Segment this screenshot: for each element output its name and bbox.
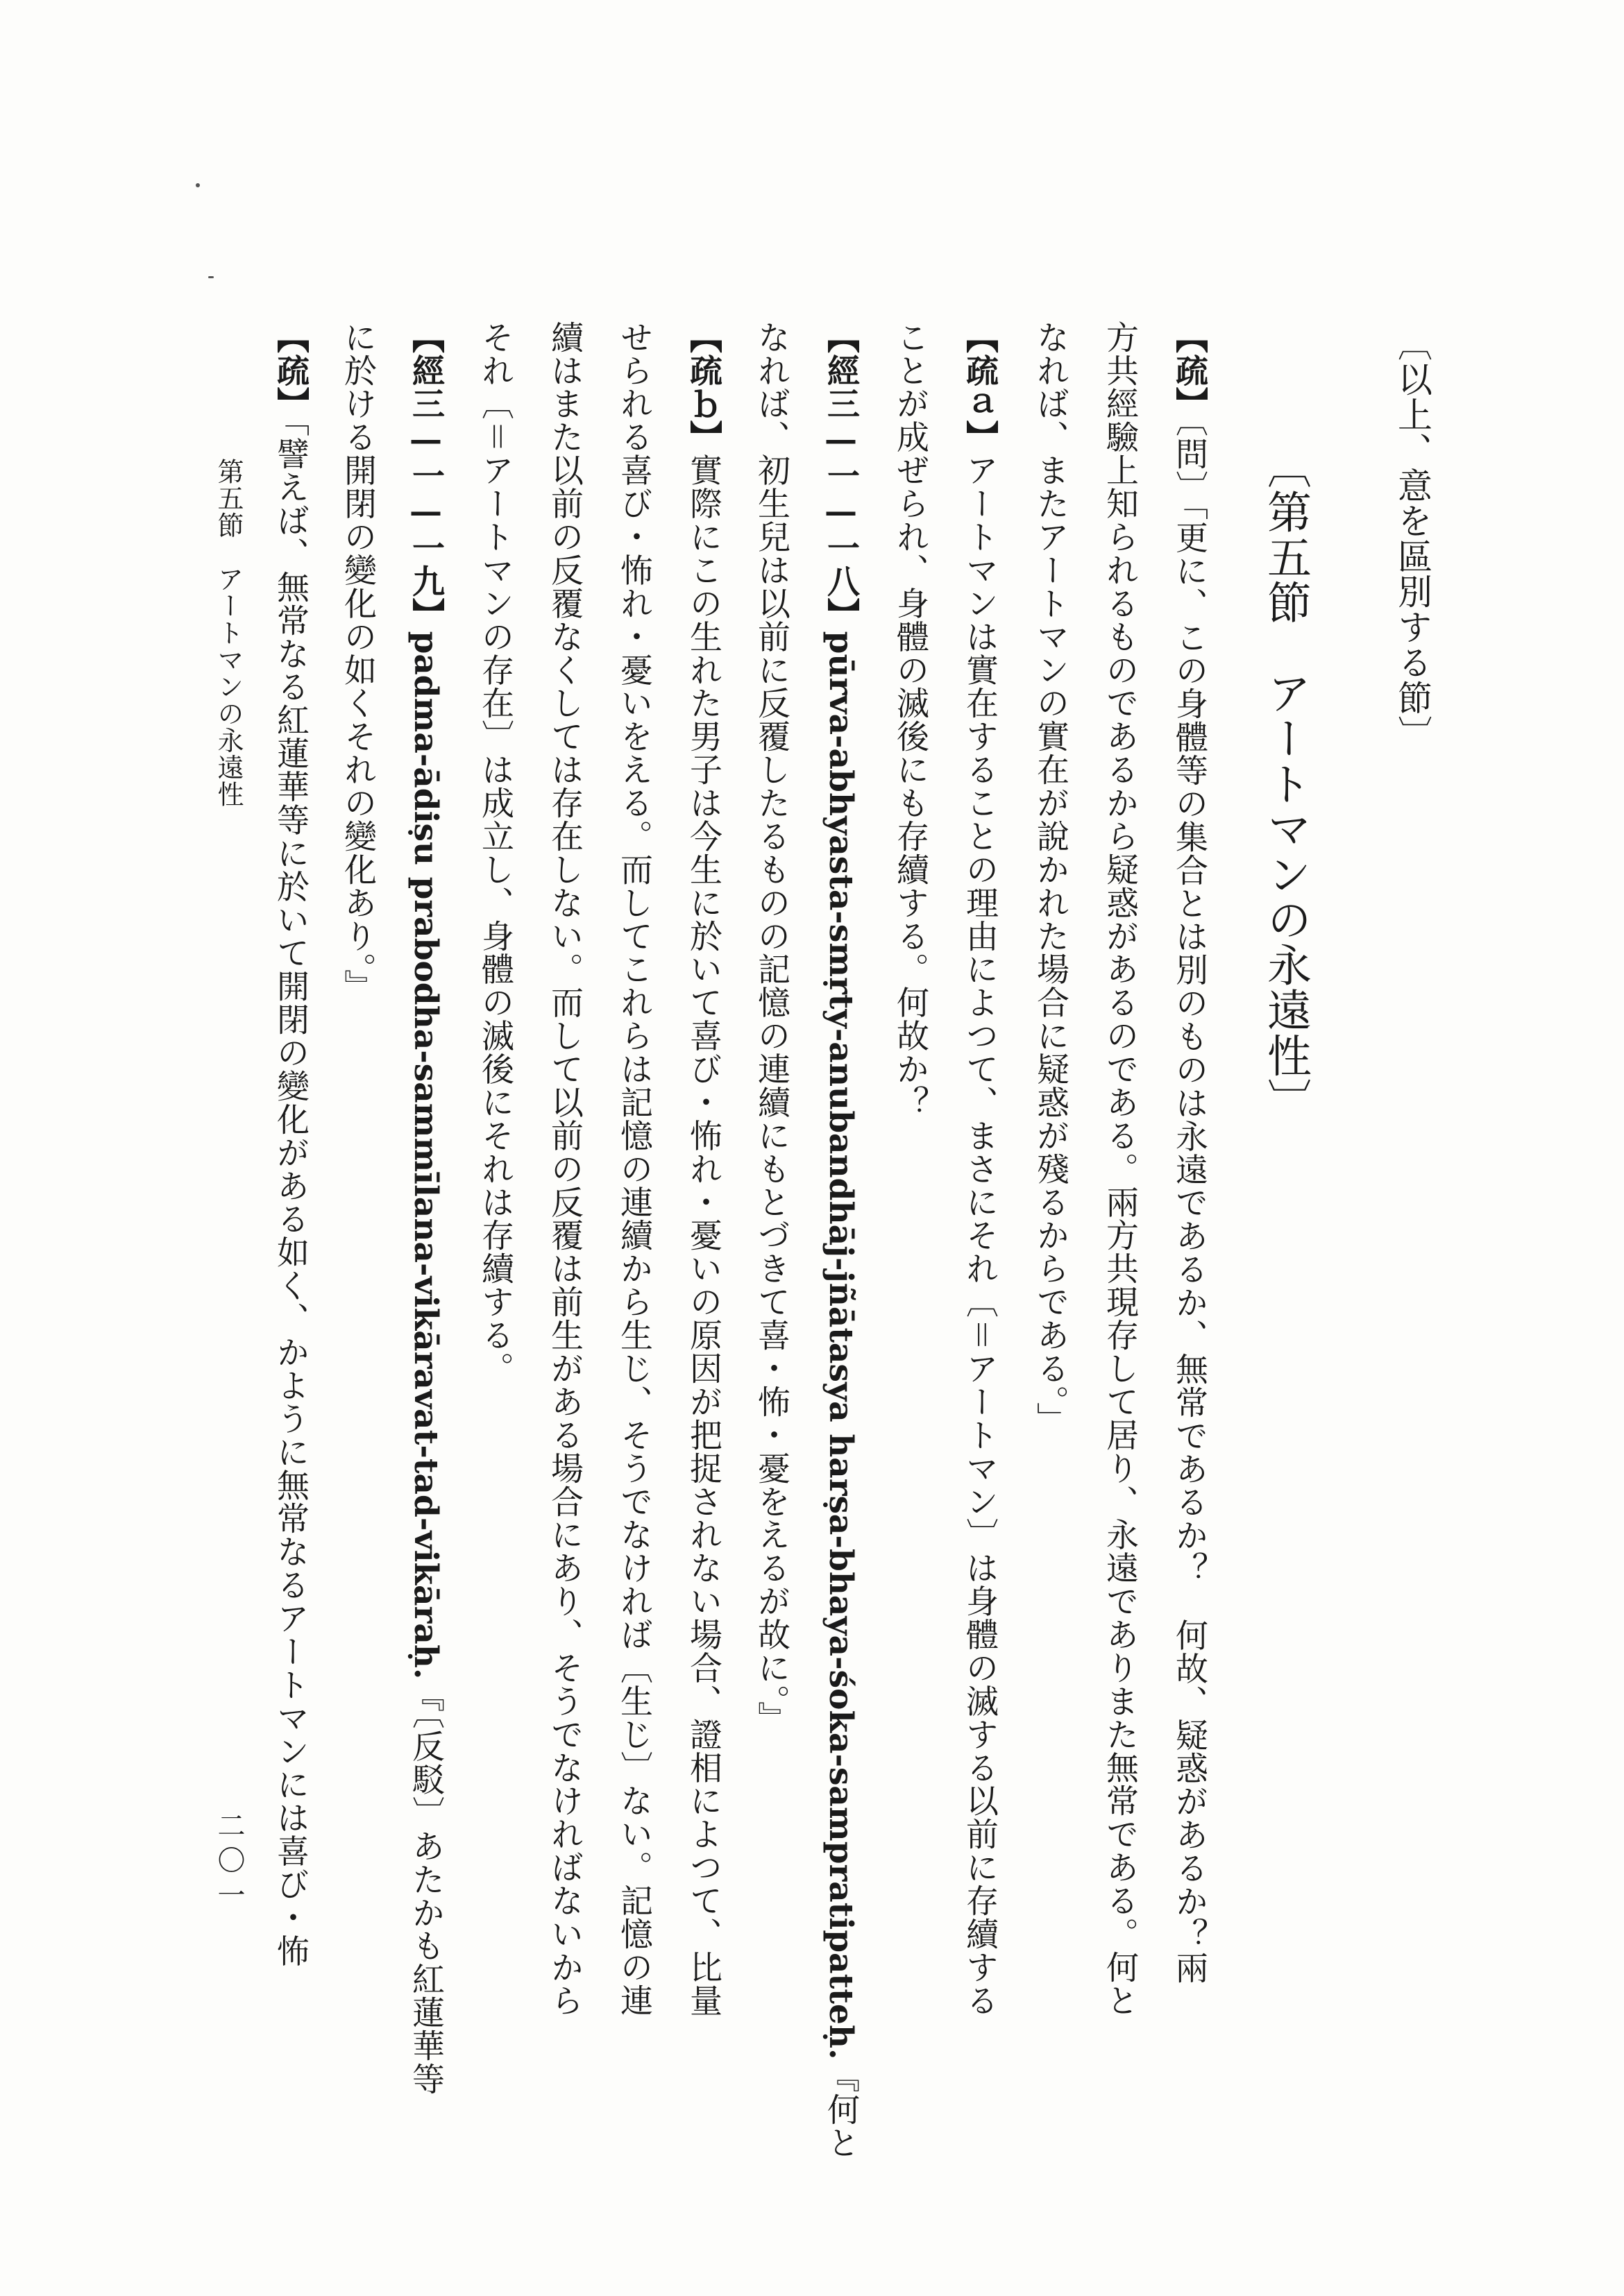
line-text: 實際にこの生れた男子は今生に於いて喜び・怖れ・憂いの原因が把捉されない場合、證相によつて、比量 xyxy=(684,453,722,2017)
text-line xyxy=(1101,321,1139,2017)
text-line xyxy=(684,321,722,2017)
text-line xyxy=(545,321,584,2017)
sanskrit-text: pūrva-abhyasta-smṛty-anubandhāj-jñātasya harṣa-bhaya-śoka-sampratipatteḥ. xyxy=(822,631,860,2060)
commentary-mark: 【疏】 xyxy=(1170,321,1208,420)
line-text: それ〔＝アートマンの存在〕は成立し、身體の滅後にそれは存續する。 xyxy=(476,321,514,1386)
text-line xyxy=(476,321,514,1386)
commentary-mark: 【疏ｂ】 xyxy=(684,321,722,454)
page-number: 二〇一 xyxy=(213,1811,245,1915)
line-text: に於ける開閉の變化の如くそれの變化あり。』 xyxy=(339,321,377,1003)
text-line xyxy=(615,321,653,2017)
sanskrit-text: padma-ādiṣu prabodha-sammīlana-vikāravat-tad-vikāraḥ. xyxy=(407,631,445,1680)
line-text: 續はまた以前の反覆なくしては存在しない。而して以前の反覆は前生がある場合にあり、そうでなければないから xyxy=(545,321,584,2017)
line-text: 『何と xyxy=(822,2059,860,2160)
text-line xyxy=(271,321,310,1968)
text-line xyxy=(1170,321,1208,1984)
commentary-mark: 【疏ａ】 xyxy=(961,321,999,454)
scan-speck xyxy=(208,276,214,278)
commentary-mark: 【疏】 xyxy=(271,321,310,420)
sutra-mark: 【經三—一—一九】 xyxy=(407,321,445,631)
line-text: なれば、またアートマンの實在が說かれた場合に疑惑が殘るからである。」 xyxy=(1031,321,1069,1436)
running-title: 第五節 アートマンの永遠性 xyxy=(213,458,244,808)
text-line xyxy=(1031,321,1069,1436)
line-text: ことが成ぜられ、身體の滅後にも存續する。何故か？ xyxy=(891,321,929,1119)
sutra-line xyxy=(822,321,860,2160)
sutra-mark: 【經三—一—一八】 xyxy=(822,321,860,631)
line-text: 方共經驗上知られるものであるから疑惑があるのである。兩方共現存して居り、永遠でありまた無常である。何と xyxy=(1101,321,1139,2017)
line-text: せられる喜び・怖れ・憂いをえる。而してこれらは記憶の連續から生じ、そうでなければ〔生じ〕ない。記憶の連 xyxy=(615,321,653,2017)
scan-speck xyxy=(196,183,200,187)
text-line xyxy=(891,321,929,1119)
line-text: 「譬えば、無常なる紅蓮華等に於いて開閉の變化がある如く、かように無常なるアートマンには喜び・怖 xyxy=(271,420,310,1968)
line-text: アートマンは實在することの理由によつて、まさにそれ〔＝アートマン〕は身體の滅する以前に存續する xyxy=(961,453,999,2017)
text-line xyxy=(961,321,999,2017)
section-title: 〔第五節 アートマンの永遠性〕 xyxy=(1260,444,1311,1124)
previous-section-heading: 〔以上、意を區別する節〕 xyxy=(1392,326,1432,751)
line-text: なれば、初生兒は以前に反覆したるものの記憶の連續にもとづきて喜・怖・憂をえるが故に。』 xyxy=(752,321,790,1735)
sutra-line xyxy=(407,321,445,2096)
text-line xyxy=(339,321,377,1003)
line-text: 〔問〕「更に、この身體等の集合とは別のものは永遠であるか、無常であるか？ 何故、疑惑があるか？兩 xyxy=(1170,420,1208,1984)
line-text: 『〔反駁〕あたかも紅蓮華等 xyxy=(407,1679,445,2096)
text-line xyxy=(752,321,790,1735)
